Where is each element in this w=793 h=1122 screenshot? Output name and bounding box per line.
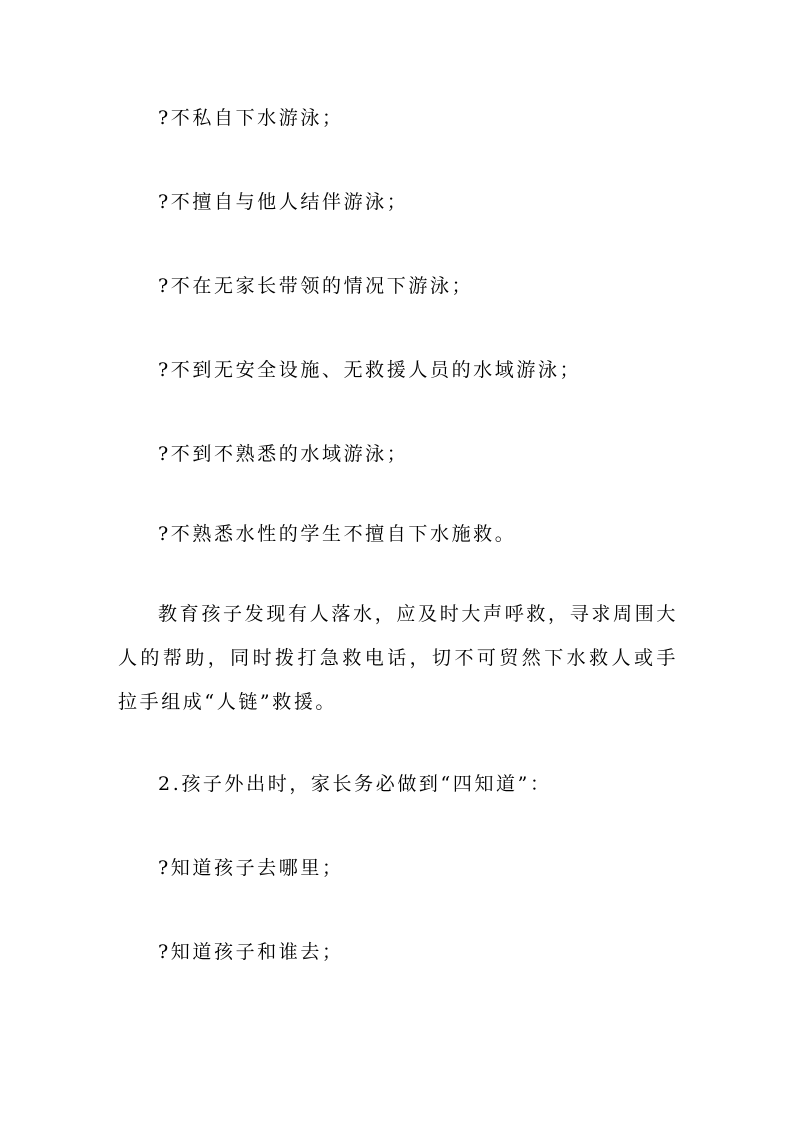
- rescue-guidance-paragraph: 教育孩子发现有人落水，应及时大声呼救，寻求周围大人的帮助，同时拨打急救电话，切不可贸然下水救人或手拉手组成“人链”救援。: [118, 603, 678, 713]
- rule-no-swimming-without-parents: ?不在无家长带领的情况下游泳；: [158, 275, 474, 297]
- rule-no-unsafe-waters: ?不到无安全设施、无救援人员的水域游泳；: [158, 359, 582, 381]
- rule-no-private-swimming: ?不私自下水游泳；: [158, 107, 344, 129]
- rule-no-unfamiliar-waters: ?不到不熟悉的水域游泳；: [158, 443, 409, 465]
- know-where-child-goes: ?知道孩子去哪里；: [158, 857, 344, 879]
- rule-no-unauthorized-group-swimming: ?不擅自与他人结伴游泳；: [158, 191, 409, 213]
- section-heading-four-knows: 2.孩子外出时，家长务必做到“四知道”：: [158, 773, 552, 795]
- know-who-child-goes-with: ?知道孩子和谁去；: [158, 941, 344, 963]
- rule-no-rescue-if-unskilled: ?不熟悉水性的学生不擅自下水施救。: [158, 523, 517, 545]
